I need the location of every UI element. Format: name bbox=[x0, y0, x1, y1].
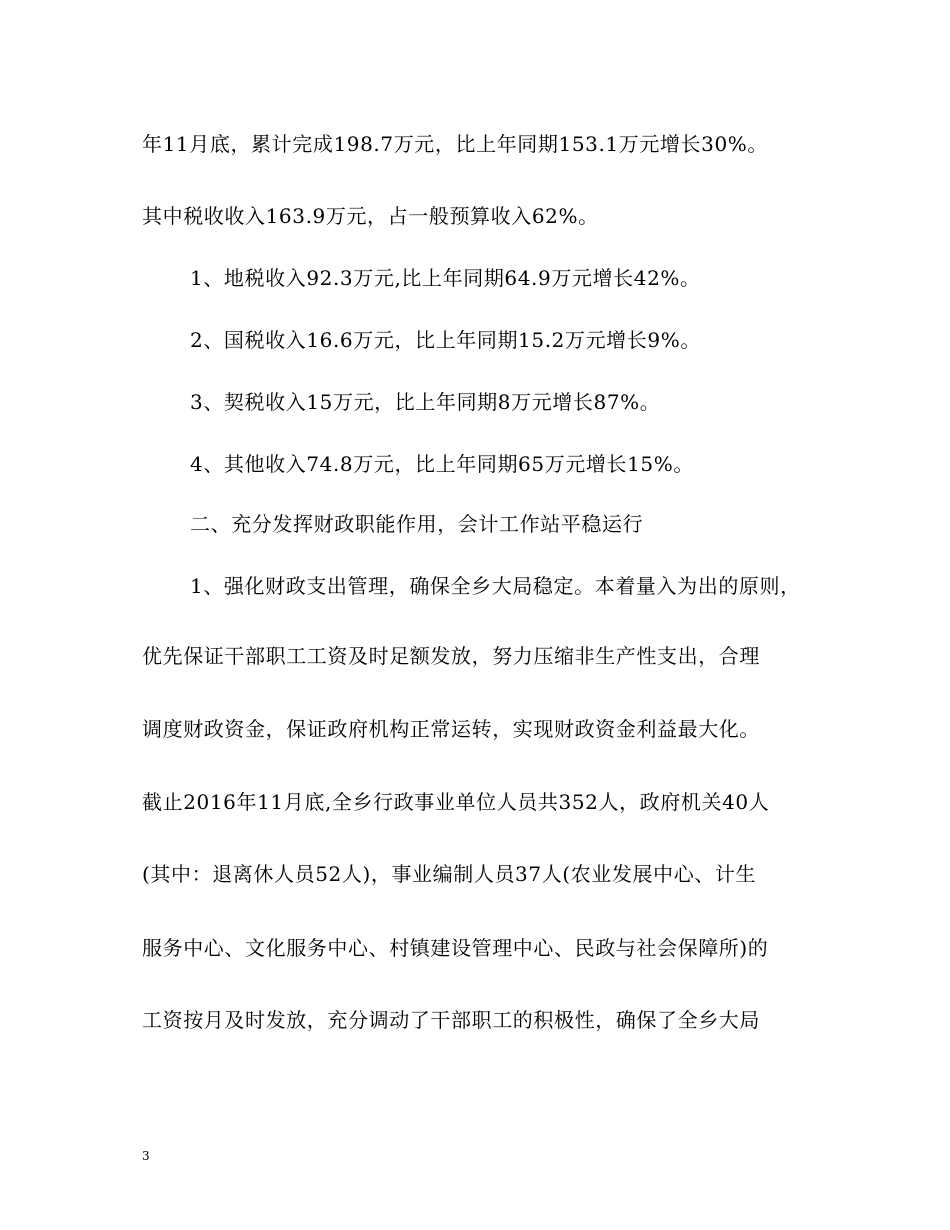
list-item: 1、地税收入92.3万元,比上年同期64.9万元增长42%。 bbox=[190, 266, 701, 290]
text-line: (其中：退离休人员52人)，事业编制人员37人(农业发展中心、计生 bbox=[142, 862, 757, 886]
page-number: 3 bbox=[142, 1149, 150, 1163]
list-item: 2、国税收入16.6万元，比上年同期15.2万元增长9%。 bbox=[190, 328, 701, 352]
list-item: 4、其他收入74.8万元，比上年同期65万元增长15%。 bbox=[190, 452, 694, 476]
list-item: 3、契税收入15万元，比上年同期8万元增长87%。 bbox=[190, 390, 661, 414]
section-heading: 二、充分发挥财政职能作用，会计工作站平稳运行 bbox=[190, 512, 644, 536]
text-line: 1、强化财政支出管理，确保全乡大局稳定。本着量入为出的原则， bbox=[190, 574, 801, 598]
text-line: 优先保证干部职工工资及时足额发放，努力压缩非生产性支出，合理 bbox=[142, 644, 760, 668]
text-line: 截止2016年11月底,全乡行政事业单位人员共352人，政府机关40人 bbox=[142, 790, 770, 814]
text-line: 工资按月及时发放，充分调动了干部职工的积极性，确保了全乡大局 bbox=[142, 1008, 760, 1032]
text-line: 服务中心、文化服务中心、村镇建设管理中心、民政与社会保障所)的 bbox=[142, 936, 769, 960]
text-line: 年11月底，累计完成198.7万元，比上年同期153.1万元增长30%。 bbox=[142, 132, 769, 156]
text-line: 其中税收收入163.9万元，占一般预算收入62%。 bbox=[142, 204, 599, 228]
text-line: 调度财政资金，保证政府机构正常运转，实现财政资金利益最大化。 bbox=[142, 717, 760, 741]
